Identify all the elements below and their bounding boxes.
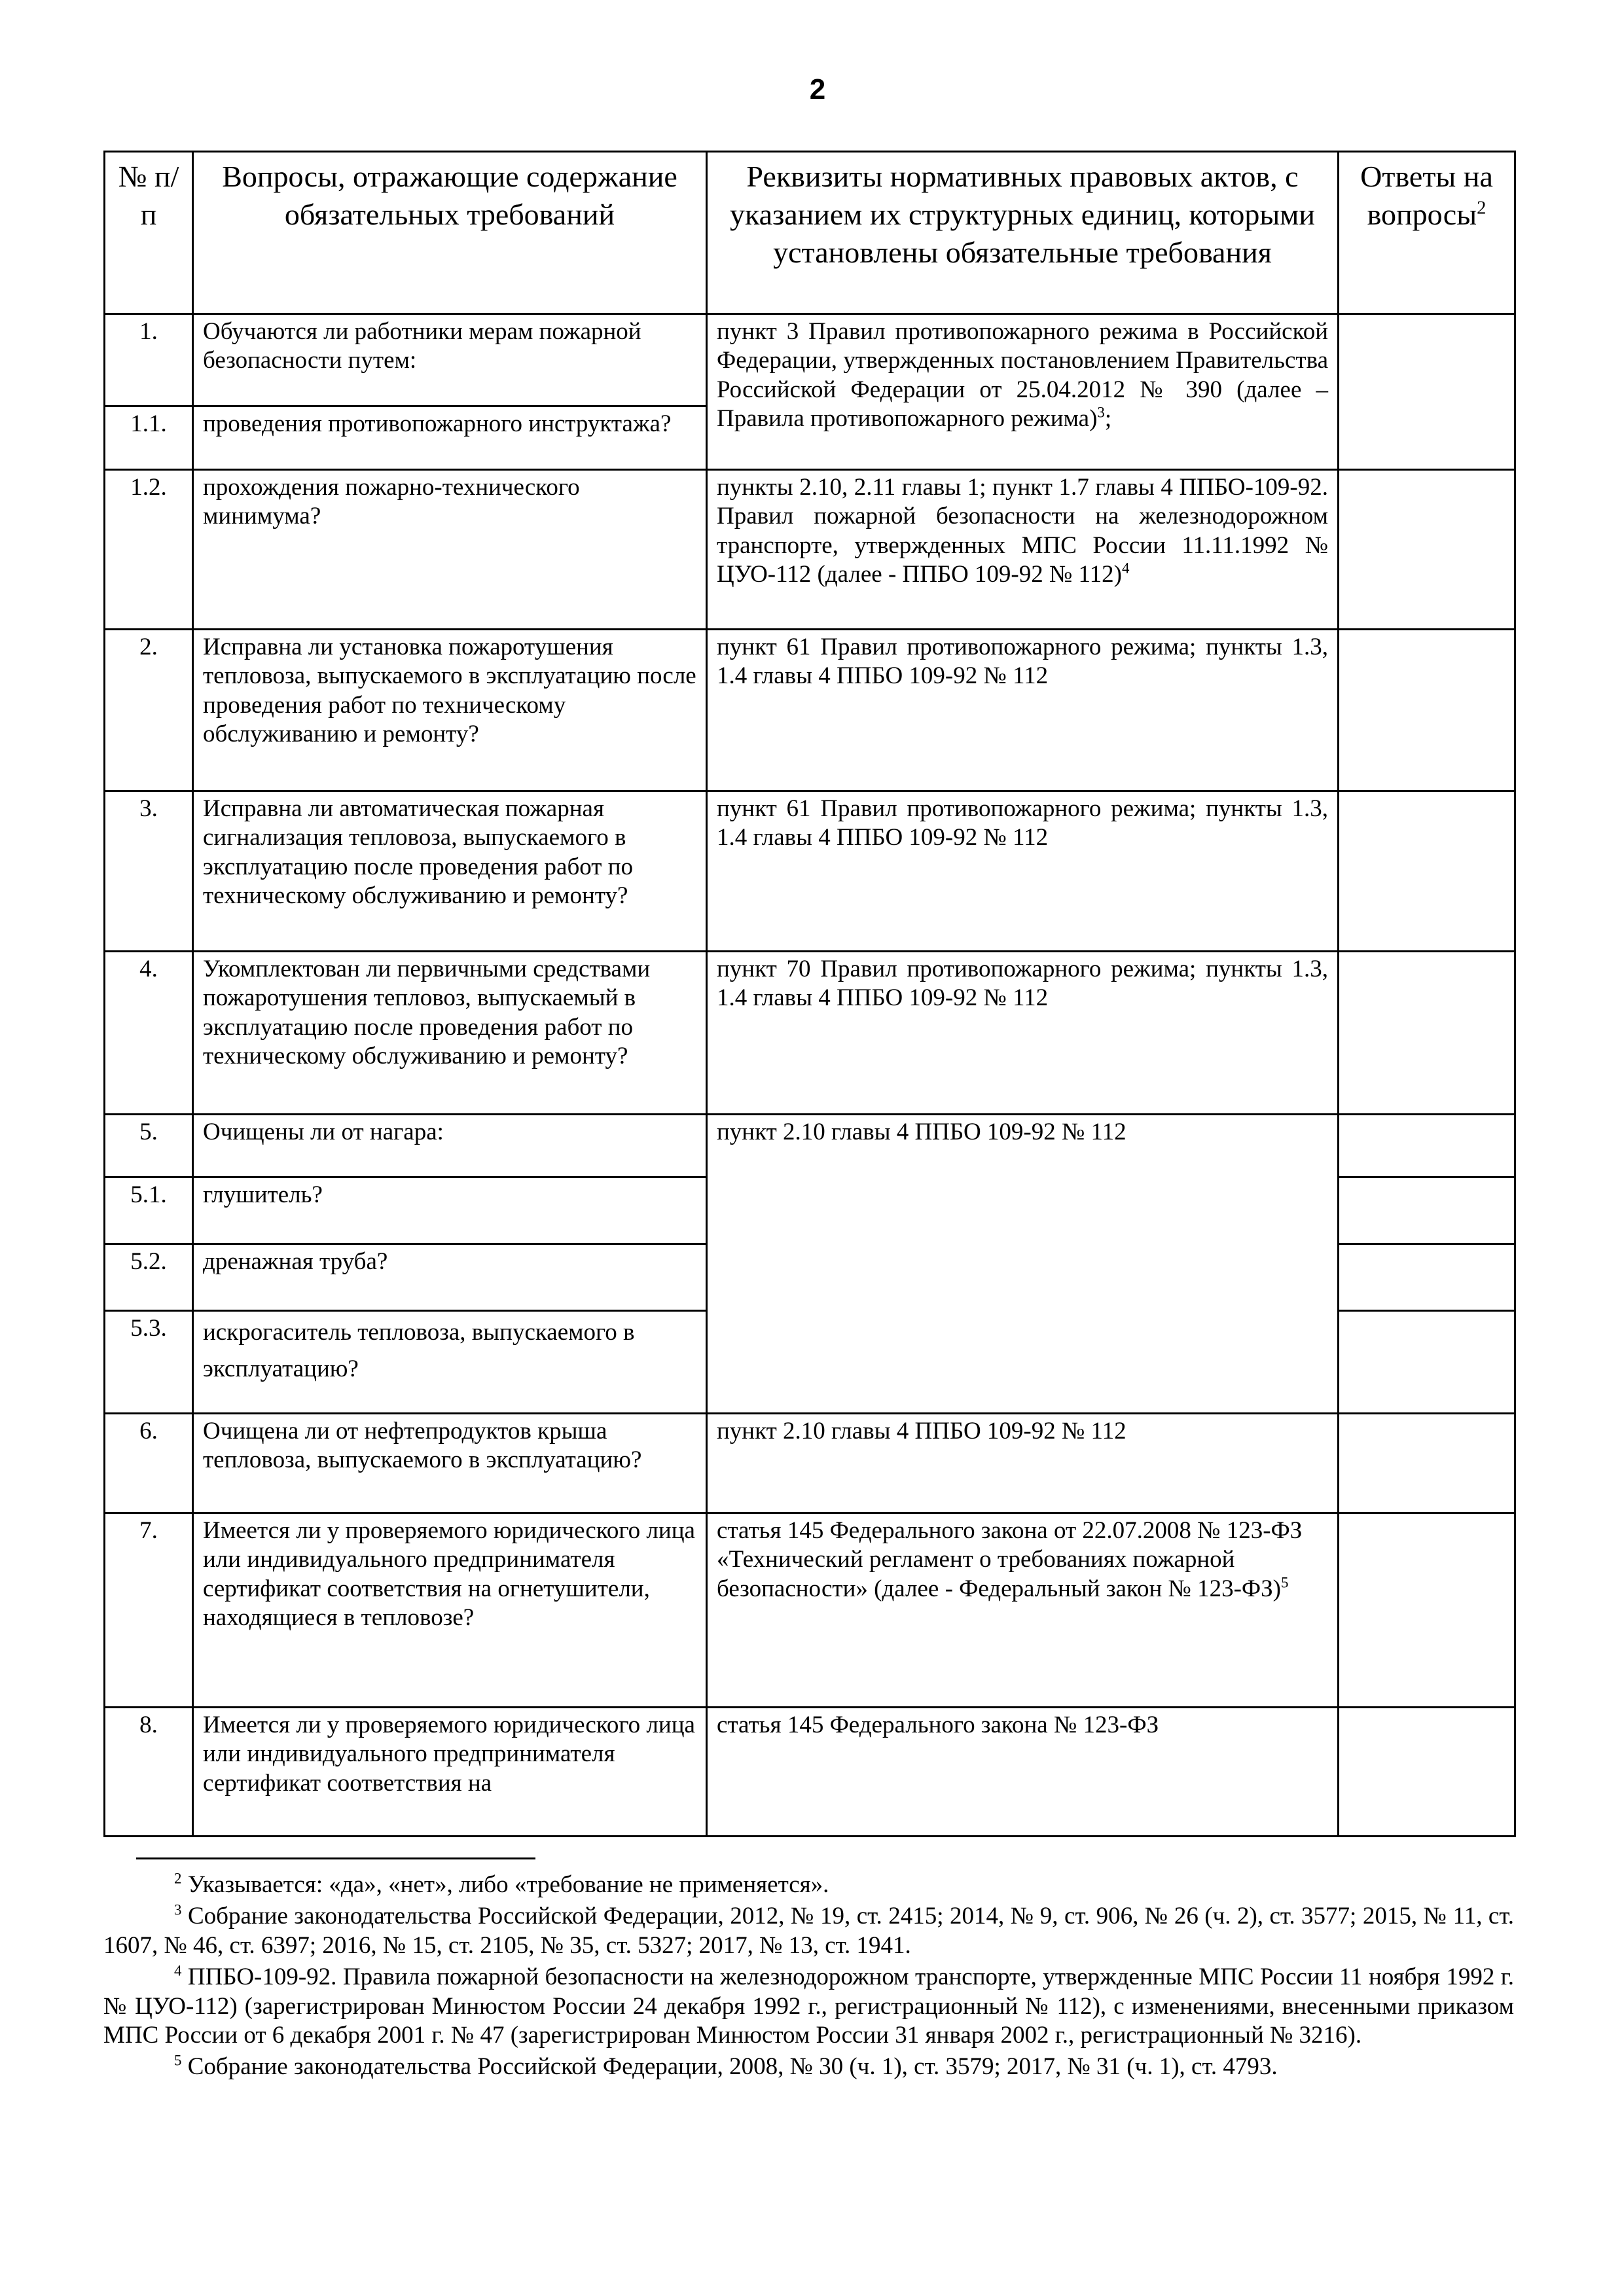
row-question: Очищены ли от нагара:: [193, 1115, 707, 1177]
row-question: проведения противопожарного инструктажа?: [193, 406, 707, 470]
row-requisites: пункт 3 Правил противопожарного режима в Российской Федерации, утвержденных постановлением Правительства Российской Федерации от 25.04.2012 № 390 (далее – Правила противопожарного режима)$^3$;: [707, 314, 1339, 470]
header-questions: Вопросы, отражающие содержание обязательных требований: [193, 152, 707, 314]
table-row: [105, 1708, 1515, 1837]
table-row: [105, 1513, 1515, 1708]
row-number: 5.1.: [105, 1177, 193, 1244]
table-header-row: [105, 152, 1515, 314]
row-requisites: пункт 61 Правил противопожарного режима; пункты 1.3, 1.4 главы 4 ППБО 109-92 № 112: [707, 791, 1339, 952]
row-requisites: пункт 61 Правил противопожарного режима; пункты 1.3, 1.4 главы 4 ППБО 109-92 № 112: [707, 630, 1339, 791]
page-number: 2: [809, 73, 826, 105]
table-row: [105, 1414, 1515, 1513]
row-answer[interactable]: [1339, 1177, 1515, 1244]
footnote-divider: [136, 1857, 535, 1859]
row-question: Очищена ли от нефтепродуктов крыша тепловоза, выпускаемого в эксплуатацию?: [193, 1414, 707, 1513]
row-number: 4.: [105, 952, 193, 1115]
table-row: [105, 470, 1515, 630]
row-question: Укомплектован ли первичными средствами пожаротушения тепловоз, выпускаемый в эксплуатацию после проведения работ по техническому обслуживанию и ремонту?: [193, 952, 707, 1115]
table-row: [105, 630, 1515, 791]
row-question: Исправна ли установка пожаротушения тепловоза, выпускаемого в эксплуатацию после проведения работ по техническому обслуживанию и ремонту?: [193, 630, 707, 791]
footnote-4: $^4$ ППБО-109-92. Правила пожарной безопасности на железнодорожном транспорте, утвержденные МПС России 11 ноября 1992 г. № ЦУО-112) (зарегистрирован Минюстом России 24 декабря 1992 г., регистрационный № 112), с изменениями, внесенными приказом МПС России от 6 декабря 2001 г. № 47 (зарегистрирован Минюстом России 31 января 2002 г., регистрационный № 3216).: [103, 1962, 1514, 2049]
row-number: 3.: [105, 791, 193, 952]
row-number: 7.: [105, 1513, 193, 1708]
table-row: [105, 1115, 1515, 1177]
row-requisites: статья 145 Федерального закона № 123-ФЗ: [707, 1708, 1339, 1837]
row-answer[interactable]: [1339, 1244, 1515, 1311]
table-row: [105, 314, 1515, 406]
row-number: 8.: [105, 1708, 193, 1837]
footnote-3: $^3$ Собрание законодательства Российской Федерации, 2012, № 19, ст. 2415; 2014, № 9, ст. 906, № 26 (ч. 2), ст. 3577; 2015, № 11, ст. 1607, № 46, ст. 6397; 2016, № 15, ст. 2105, № 35, ст. 5327; 2017, № 13, ст. 1941.: [103, 1902, 1514, 1959]
row-answer[interactable]: [1339, 470, 1515, 630]
footnotes: [103, 1871, 1514, 2085]
row-answer[interactable]: [1339, 1414, 1515, 1513]
row-question: прохождения пожарно-технического минимума?: [193, 470, 707, 630]
row-answer[interactable]: [1339, 791, 1515, 952]
row-number: 2.: [105, 630, 193, 791]
row-question: Имеется ли у проверяемого юридического лица или индивидуального предпринимателя сертификат соответствия на: [193, 1708, 707, 1837]
header-requisites: Реквизиты нормативных правовых актов, с указанием их структурных единиц, которыми установлены обязательные требования: [707, 152, 1339, 314]
row-answer[interactable]: [1339, 952, 1515, 1115]
footnote-2: $^2$ Указывается: «да», «нет», либо «требование не применяется».: [174, 1870, 829, 1898]
row-question: Исправна ли автоматическая пожарная сигнализация тепловоза, выпускаемого в эксплуатацию после проведения работ по техническому обслуживанию и ремонту?: [193, 791, 707, 952]
row-question: дренажная труба?: [193, 1244, 707, 1311]
row-question: искрогаситель тепловоза, выпускаемого в эксплуатацию?: [193, 1311, 707, 1414]
row-answer[interactable]: [1339, 1115, 1515, 1177]
row-number: 1.: [105, 314, 193, 406]
row-answer[interactable]: [1339, 1311, 1515, 1414]
row-number: 5.3.: [105, 1311, 193, 1414]
row-answer[interactable]: [1339, 1708, 1515, 1837]
row-requisites: пункт 70 Правил противопожарного режима; пункты 1.3, 1.4 главы 4 ППБО 109-92 № 112: [707, 952, 1339, 1115]
row-requisites: пункт 2.10 главы 4 ППБО 109-92 № 112: [707, 1115, 1339, 1414]
table-row: [105, 952, 1515, 1115]
row-answer[interactable]: [1339, 1513, 1515, 1708]
row-number: 1.1.: [105, 406, 193, 470]
row-number: 5.2.: [105, 1244, 193, 1311]
row-requisites: пункты 2.10, 2.11 главы 1; пункт 1.7 главы 4 ППБО-109-92. Правил пожарной безопасности на железнодорожном транспорте, утвержденных МПС России 11.11.1992 № ЦУО-112 (далее - ППБО 109-92 № 112)$^4$: [707, 470, 1339, 630]
row-number: 1.2.: [105, 470, 193, 630]
row-question: Обучаются ли работники мерам пожарной безопасности путем:: [193, 314, 707, 406]
header-num: № п/п: [105, 152, 193, 314]
row-answer[interactable]: [1339, 314, 1515, 470]
row-number: 5.: [105, 1115, 193, 1177]
row-question: Имеется ли у проверяемого юридического лица или индивидуального предпринимателя сертификат соответствия на огнетушители, находящиеся в тепловозе?: [193, 1513, 707, 1708]
row-requisites: статья 145 Федерального закона от 22.07.2008 № 123-ФЗ «Технический регламент о требованиях пожарной безопасности» (далее - Федеральный закон № 123-ФЗ)$^5$: [707, 1513, 1339, 1708]
row-number: 6.: [105, 1414, 193, 1513]
header-answers: Ответы на вопросы$^2$: [1339, 152, 1515, 314]
requirements-table: [103, 151, 1516, 1837]
row-answer[interactable]: [1339, 630, 1515, 791]
row-question: глушитель?: [193, 1177, 707, 1244]
footnote-5: $^5$ Собрание законодательства Российской Федерации, 2008, № 30 (ч. 1), ст. 3579; 2017, № 31 (ч. 1), ст. 4793.: [174, 2053, 1278, 2081]
row-requisites: пункт 2.10 главы 4 ППБО 109-92 № 112: [707, 1414, 1339, 1513]
table-row: [105, 791, 1515, 952]
